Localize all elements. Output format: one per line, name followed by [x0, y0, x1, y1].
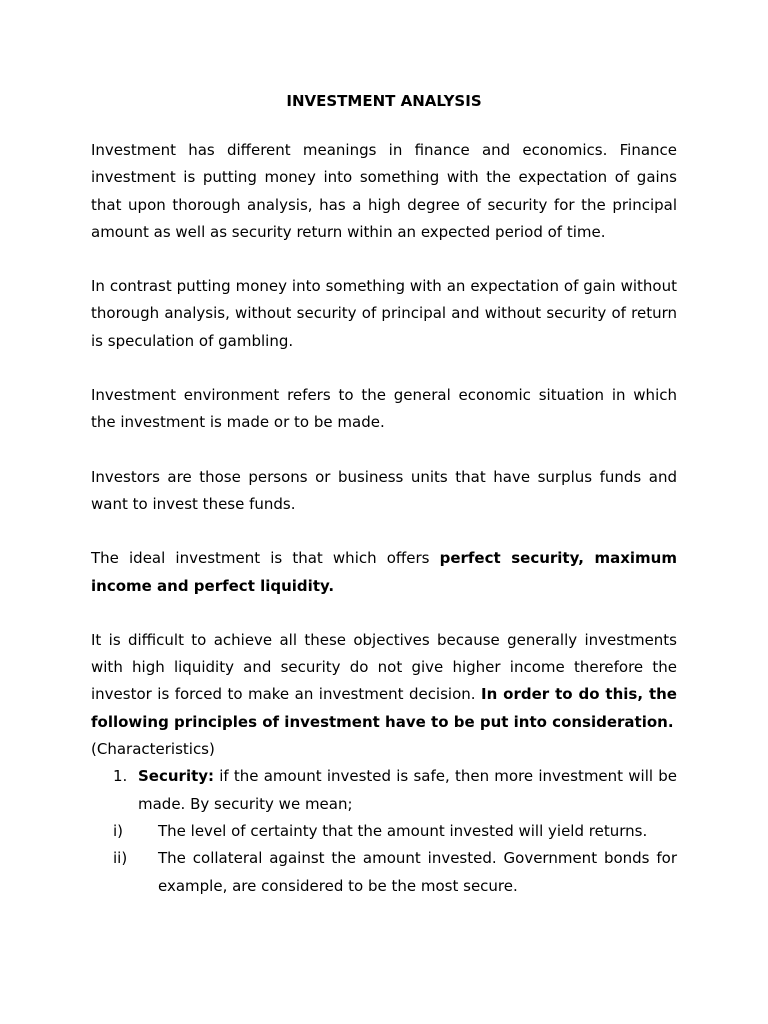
sublist-marker: ii): [113, 849, 128, 868]
list-item-text: if the amount invested is safe, then more investment will be made. By security we mean;: [138, 767, 677, 813]
sublist-item-collateral: [91, 845, 677, 900]
paragraph-ideal-investment: [91, 545, 677, 600]
sublist-marker: i): [113, 821, 124, 840]
paragraph-investment-meaning: Investment has different meanings in finance and economics. Finance investment is putting money into something with the expectation of gains that upon thorough analysis, has a high degree of security for the principal amount as well as security return within an expected period of time.: [91, 141, 677, 241]
sublist-item-text: The collateral against the amount invested. Government bonds for example, are considered to be the most secure.: [158, 849, 677, 895]
list-marker: 1.: [113, 767, 128, 786]
paragraph-objectives: [91, 627, 677, 736]
list-item-label: Security:: [138, 767, 215, 786]
paragraph-investors: Investors are those persons or business units that have surplus funds and want to invest these funds.: [91, 467, 677, 513]
objectives-text: It is difficult to achieve all these objectives because generally investments with high liquidity and security do not give higher income therefore the investor is forced to make an investment decision.: [91, 630, 677, 704]
list-item-security: [91, 763, 677, 818]
document-title: INVESTMENT ANALYSIS: [286, 92, 482, 110]
sublist-item-certainty: [91, 818, 677, 845]
objectives-bold: In order to do this, the following principles of investment have to be put into consideration.: [91, 685, 677, 731]
characteristics-label: (Characteristics): [91, 740, 215, 759]
paragraph-speculation: In contrast putting money into something with an expectation of gain without thorough analysis, without security of principal and without security of return is speculation of gambling.: [91, 277, 677, 350]
sublist-item-text: The level of certainty that the amount invested will yield returns.: [158, 821, 648, 840]
ideal-investment-text: The ideal investment is that which offers: [91, 549, 440, 568]
ideal-investment-bold: perfect security, maximum income and perfect liquidity.: [91, 549, 677, 595]
paragraph-investment-environment: Investment environment refers to the general economic situation in which the investment is made or to be made.: [91, 386, 677, 432]
